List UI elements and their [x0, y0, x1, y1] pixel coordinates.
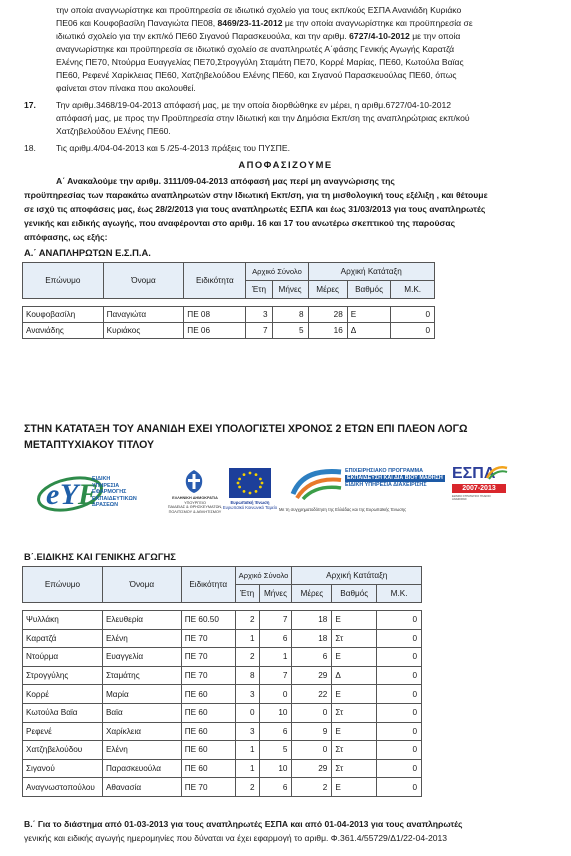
decision-line-2: προϋπηρεσίας των παρακάτω αναπληρωτών στην Ιδιωτική Εκπ/ση, για τη μισθολογική τους εξέλιξη , και θέτουμε — [24, 190, 488, 200]
table-b-header-specialty: Ειδικότητα — [181, 567, 235, 603]
item-17-line-2: απόφασή μας, με προς την Προϋπηρεσία στην Ιδιωτική και την Δημόσια Εκπ/ση της αναπληρώτριας εκπ/κού — [56, 113, 470, 123]
table-a-header-initial: Αρχική Κατάταξη — [308, 263, 434, 281]
table-row — [23, 741, 422, 760]
cell-specialty: ΠΕ 60 — [181, 722, 235, 741]
eye-line: ΔΡΑΣΕΩΝ — [92, 502, 119, 509]
program-title — [345, 468, 445, 489]
table-b — [22, 566, 422, 797]
table-a — [22, 262, 435, 339]
cell-mk: 0 — [377, 759, 422, 778]
ministry-line: ΠΑΙΔΕΙΑΣ & ΘΡΗΣΚΕΥΜΑΤΩΝ, — [167, 505, 223, 510]
eye-line: ΥΠΗΡΕΣΙΑ — [92, 482, 120, 489]
cell-name: Ελένη — [102, 629, 181, 648]
cell-mk: 0 — [377, 648, 422, 667]
cell-years: 1 — [235, 759, 259, 778]
table-a-title: Α.΄ ΑΝΑΠΛΗΡΩΤΩΝ Ε.Σ.Π.Α. — [24, 247, 151, 258]
intro-line-2: ΠΕ06 και Κουφοβασίλη Παναγιώτα ΠΕ08, 8469/23-11-2012 με την οποία αναγνωρίστηκε και προϋπηρεσία σε — [56, 18, 473, 28]
table-row — [23, 666, 422, 685]
cell-days: 0 — [292, 703, 332, 722]
table-b-header-initial: Αρχική Κατάταξη — [292, 567, 422, 585]
cell-name: Χαρίκλεια — [102, 722, 181, 741]
eu-flag-icon — [229, 468, 271, 498]
program-line: ΕΚΠΑΙΔΕΥΣΗ ΚΑΙ ΔΙΑ ΒΙΟΥ ΜΑΘΗΣΗ — [347, 475, 443, 481]
cell-specialty: ΠΕ 60 — [181, 703, 235, 722]
cell-surname: Κορρέ — [23, 685, 103, 704]
cell-name: Ευαγγελία — [102, 648, 181, 667]
eye-line: ΕΦΑΡΜΟΓΗΣ — [92, 489, 127, 496]
item-17-line-3: Χατζηβελούδου Ελένης ΠΕ60. — [56, 126, 171, 136]
cell-days: 28 — [308, 307, 347, 323]
table-b-header-name: Όνομα — [102, 567, 181, 603]
cell-name: Παρασκευούλα — [102, 759, 181, 778]
ministry-line: ΥΠΟΥΡΓΕΙΟ — [184, 500, 206, 505]
table-a-header-years: Έτη — [246, 281, 272, 299]
cell-mk: 0 — [377, 666, 422, 685]
decision-line-4: γενικής και ειδικής αγωγής, που αναφέρονται στο αριθμ. 16 και 17 του ανωτέρω σκεπτικού της παρούσας — [24, 218, 456, 228]
table-a-header-grade: Βαθμός — [347, 281, 391, 299]
cell-mk: 0 — [377, 685, 422, 704]
cell-surname: Καρατζά — [23, 629, 103, 648]
cell-months: 0 — [259, 685, 292, 704]
cell-name: Ελευθερία — [102, 611, 181, 630]
cell-years: 7 — [246, 323, 272, 339]
cell-surname: Ανανιάδης — [23, 323, 104, 339]
program-line: ΕΠΙΧΕΙΡΗΣΙΑΚΟ ΠΡΟΓΡΑΜΜΑ — [345, 468, 424, 474]
cell-years: 1 — [235, 741, 259, 760]
table-b-header-months: Μήνες — [259, 585, 292, 603]
cell-years: 2 — [235, 611, 259, 630]
cell-months: 5 — [272, 323, 308, 339]
eu-text — [222, 500, 278, 510]
cell-months: 7 — [259, 611, 292, 630]
cell-months: 6 — [259, 629, 292, 648]
cell-specialty: ΠΕ 08 — [184, 307, 246, 323]
ministry-text — [164, 496, 226, 514]
svg-text:e: e — [46, 478, 60, 511]
espa-swoosh-icon — [486, 466, 508, 480]
cell-years: 1 — [235, 629, 259, 648]
table-row — [23, 629, 422, 648]
intro-line-6: ΠΕ60, Ρεφενέ Χαρίκλειας ΠΕ60, Χατζηβελούδου Ελένης ΠΕ60, και Σιγανού Παρασκευούλας ΠΕ60, όπως — [56, 70, 457, 80]
cell-specialty: ΠΕ 70 — [181, 778, 235, 797]
cell-surname: Χατζηβελούδου — [23, 741, 103, 760]
table-row — [23, 703, 422, 722]
table-row — [23, 323, 435, 339]
cell-grade: Ε — [332, 722, 377, 741]
table-b-header-total: Αρχικό Σύνολο — [235, 567, 292, 585]
svg-text:Ε: Ε — [78, 478, 99, 511]
intro-line-5: Ελένης ΠΕ70, Ντούρμα Ευαγγελίας ΠΕ70,Στρογγύλη Σταμάτη ΠΕ70, Κορρέ Μαρίας, ΠΕ60, Κωτούλα Βαϊας — [56, 57, 464, 67]
logos-row — [0, 464, 571, 540]
eye-logo-text — [92, 476, 137, 509]
program-caption: Με τη συγχρηματοδότηση της Ελλάδας και της Ευρωπαϊκής Ένωσης — [279, 507, 407, 512]
item-18-text: Τις αριθμ.4/04-04-2013 και 5 /25-4-2013 πράξεις του ΠΥΣΠΕ. — [56, 143, 290, 153]
table-a-header-total: Αρχικό Σύνολο — [246, 263, 308, 281]
program-line: ΕΙΔΙΚΗ ΥΠΗΡΕΣΙΑ ΔΙΑΧΕΙΡΙΣΗΣ — [345, 482, 427, 488]
cell-grade: Στ — [332, 759, 377, 778]
decision-line-5: απόφασης, ως εξής: — [24, 232, 108, 242]
cell-months: 10 — [259, 703, 292, 722]
cell-grade: Δ — [347, 323, 391, 339]
table-b-header-years: Έτη — [235, 585, 259, 603]
table-row — [23, 722, 422, 741]
cell-mk: 0 — [391, 323, 435, 339]
cell-surname: Ρεφενέ — [23, 722, 103, 741]
cell-years: 2 — [235, 778, 259, 797]
intro-line-1: την οποία αναγνωρίστηκε και προϋπηρεσία σε ιδιωτικό σχολείο για τους εκπ/κούς ΕΣΠΑ Ανανιάδη Κυριάκο — [56, 5, 462, 15]
table-b-header-surname: Επώνυμο — [23, 567, 103, 603]
cell-specialty: ΠΕ 60 — [181, 685, 235, 704]
item-17-line-1: Την αριθμ.3468/19-04-2013 απόφασή μας, με την οποία διορθώθηκε εν μέρει, η αριθμ.6727/04-10-2012 — [56, 100, 452, 110]
cell-years: 2 — [235, 648, 259, 667]
cell-surname: Ψυλλάκη — [23, 611, 103, 630]
decision-line-1: Α΄ Ανακαλούμε την αριθμ. 3111/09-04-2013 απόφασή μας περί μη αναγνώρισης της — [56, 176, 395, 186]
note-line-2: ΜΕΤΑΠΤΥΧΙΑΚΟΥ ΤΙΤΛΟΥ — [24, 439, 155, 451]
cell-grade: Ε — [332, 778, 377, 797]
intro-line-7: φαίνεται στον πίνακα που ακολουθεί. — [56, 83, 196, 93]
cell-grade: Ε — [332, 648, 377, 667]
cell-specialty: ΠΕ 60 — [181, 741, 235, 760]
cell-specialty: ΠΕ 70 — [181, 629, 235, 648]
cell-mk: 0 — [377, 629, 422, 648]
cell-months: 6 — [259, 722, 292, 741]
intro-line-3: ιδιωτικό σχολείο για την εκπ/κό ΠΕ60 Σιγανού Παρασκευούλα, και την αριθμ. 6727/4-10-2012 με την οποία — [56, 31, 461, 41]
ministry-line: ΠΟΛΙΤΙΣΜΟΥ & ΑΘΛΗΤΙΣΜΟΥ — [168, 509, 222, 514]
cell-days: 9 — [292, 722, 332, 741]
cell-grade: Ε — [332, 685, 377, 704]
eu-line: Ευρωπαϊκή Ένωση — [230, 500, 270, 505]
espa-subtitle: ΕΘΝΙΚΟ ΣΤΡΑΤΗΓΙΚΟ ΠΛΑΙΣΙΟ ΑΝΑΦΟΡΑΣ — [452, 495, 491, 501]
cell-days: 2 — [292, 778, 332, 797]
cell-years: 3 — [246, 307, 272, 323]
cell-grade: Στ — [332, 629, 377, 648]
cell-months: 1 — [259, 648, 292, 667]
cell-surname: Κωτούλα Βαϊα — [23, 703, 103, 722]
table-b-header-grade: Βαθμός — [332, 585, 377, 603]
cell-days: 0 — [292, 741, 332, 760]
table-a-header-days: Μέρες — [308, 281, 347, 299]
cell-grade: Δ — [332, 666, 377, 685]
cell-days: 18 — [292, 629, 332, 648]
cell-months: 10 — [259, 759, 292, 778]
cell-name: Σταμάτης — [102, 666, 181, 685]
cell-months: 5 — [259, 741, 292, 760]
cell-surname: Στρογγύλης — [23, 666, 103, 685]
cell-grade: Στ — [332, 703, 377, 722]
cell-months: 6 — [259, 778, 292, 797]
greek-coat-of-arms-icon — [183, 468, 205, 494]
table-a-header-name: Όνομα — [103, 263, 184, 299]
cell-name: Βαϊα — [102, 703, 181, 722]
cell-mk: 0 — [391, 307, 435, 323]
eu-line: Ευρωπαϊκό Κοινωνικό Ταμείο — [222, 505, 278, 510]
cell-days: 6 — [292, 648, 332, 667]
bottom-line-2: γενικής και ειδικής αγωγής ημερομηνίες που δύναται να έχει εφαρμογή το αριθμ. Φ.361.4/55729/Δ1/22-04-2013 — [24, 833, 448, 843]
cell-surname: Κουφοβασίλη — [23, 307, 104, 323]
cell-name: Αθανασία — [102, 778, 181, 797]
item-17-number: 17. — [24, 100, 36, 110]
bottom-line-1: Β.΄ Για το διάστημα από 01-03-2013 για τους αναπληρωτές ΕΣΠΑ και από 01-04-2013 για τους αναπληρωτές — [24, 819, 463, 829]
cell-name: Παναγιώτα — [103, 307, 184, 323]
note-line-1: ΣΤΗΝ ΚΑΤΑΤΑΞΗ ΤΟΥ ΑΝΑΝΙΔΗ ΕΧΕΙ ΥΠΟΛΟΓΙΣΤΕΙ ΧΡΟΝΟΣ 2 ΕΤΩΝ ΕΠΙ ΠΛΕΟΝ ΛΟΓΩ — [24, 423, 468, 435]
cell-mk: 0 — [377, 741, 422, 760]
cell-specialty: ΠΕ 70 — [181, 666, 235, 685]
cell-days: 18 — [292, 611, 332, 630]
item-18-number: 18. — [24, 143, 36, 153]
ministry-line: ΕΛΛΗΝΙΚΗ ΔΗΜΟΚΡΑΤΙΑ — [172, 496, 218, 500]
cell-specialty: ΠΕ 60.50 — [181, 611, 235, 630]
table-row — [23, 611, 422, 630]
cell-name: Κυριάκος — [103, 323, 184, 339]
table-row — [23, 778, 422, 797]
cell-mk: 0 — [377, 722, 422, 741]
cell-name: Μαρία — [102, 685, 181, 704]
cell-months: 8 — [272, 307, 308, 323]
table-a-header-specialty: Ειδικότητα — [184, 263, 246, 299]
cell-mk: 0 — [377, 778, 422, 797]
table-row — [23, 307, 435, 323]
table-a-header-mk: Μ.Κ. — [391, 281, 435, 299]
cell-days: 22 — [292, 685, 332, 704]
cell-grade: Ε — [347, 307, 391, 323]
cell-years: 3 — [235, 722, 259, 741]
cell-years: 0 — [235, 703, 259, 722]
cell-specialty: ΠΕ 70 — [181, 648, 235, 667]
cell-surname: Ντούρμα — [23, 648, 103, 667]
cell-months: 7 — [259, 666, 292, 685]
cell-years: 3 — [235, 685, 259, 704]
cell-days: 29 — [292, 666, 332, 685]
svg-text:Υ: Υ — [60, 478, 79, 511]
espa-title: ΕΣΠΑ — [452, 465, 496, 482]
cell-days: 16 — [308, 323, 347, 339]
cell-mk: 0 — [377, 703, 422, 722]
cell-grade: Ε — [332, 611, 377, 630]
program-swirl-icon — [289, 466, 345, 500]
intro-line-4: αναγνωρίστηκε και προϋπηρεσία σε ιδιωτικό σχολείο σε αναπληρωτές Α΄φάσης Γενικής Αγωγής Καρατζά — [56, 44, 455, 54]
table-b-title: Β΄.ΕΙΔΙΚΗΣ ΚΑΙ ΓΕΝΙΚΗΣ ΑΓΩΓΗΣ — [24, 551, 176, 562]
eye-line: ΕΚΠΑΙΔΕΥΤΙΚΩΝ — [92, 495, 137, 502]
table-row — [23, 759, 422, 778]
cell-name: Ελένη — [102, 741, 181, 760]
cell-years: 8 — [235, 666, 259, 685]
table-b-body — [23, 611, 422, 797]
table-b-header-days: Μέρες — [292, 585, 332, 603]
table-row — [23, 685, 422, 704]
cell-specialty: ΠΕ 06 — [184, 323, 246, 339]
decision-line-3: σε ισχύ τις αποφάσεις μας, έως 28/2/2013 για τους αναπληρωτές ΕΣΠΑ και έως 31/03/2013 για τους αναπληρωτές — [24, 204, 486, 214]
cell-surname: Σιγανού — [23, 759, 103, 778]
table-b-header-mk: Μ.Κ. — [377, 585, 422, 603]
cell-grade: Στ — [332, 741, 377, 760]
cell-mk: 0 — [377, 611, 422, 630]
table-a-header-surname: Επώνυμο — [23, 263, 104, 299]
table-row — [23, 648, 422, 667]
cell-surname: Αναγνωστοπούλου — [23, 778, 103, 797]
cell-days: 29 — [292, 759, 332, 778]
espa-years: 2007-2013 — [452, 484, 506, 493]
decision-heading: ΑΠΟΦΑΣΙΖΟΥΜΕ — [238, 159, 333, 170]
cell-specialty: ΠΕ 60 — [181, 759, 235, 778]
table-a-header-months: Μήνες — [272, 281, 308, 299]
eye-line: ΕΙΔΙΚΗ — [92, 476, 111, 482]
